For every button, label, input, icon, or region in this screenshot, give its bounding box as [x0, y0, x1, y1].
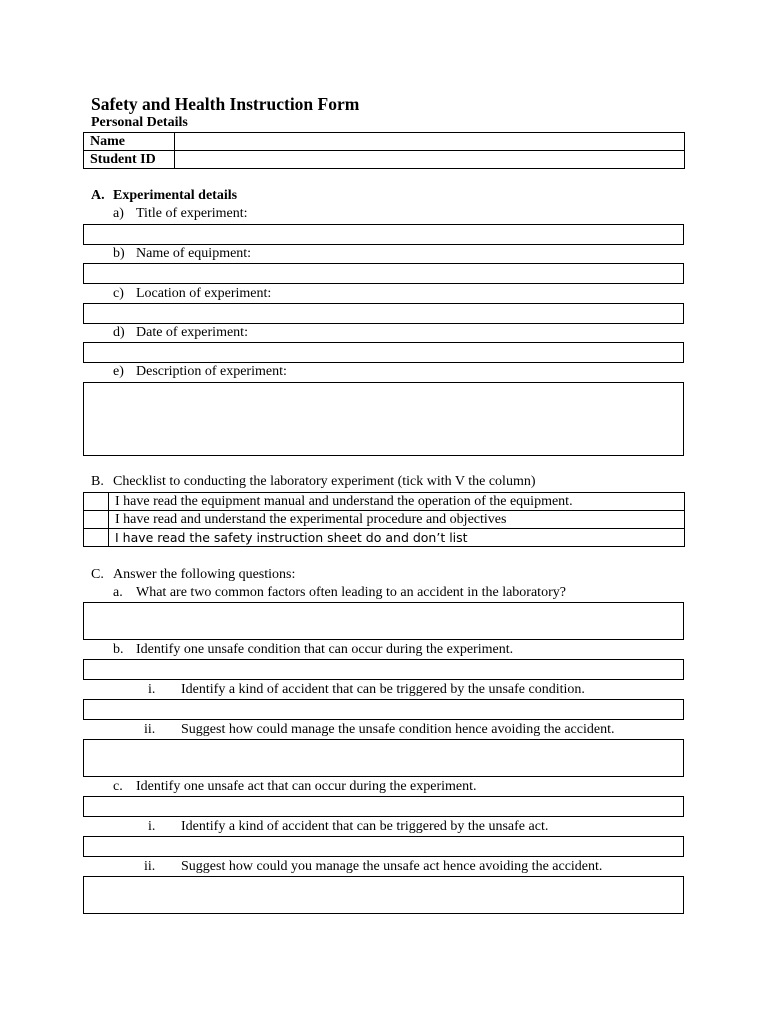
question-c-ii-answer-field[interactable] — [83, 876, 684, 914]
item-b-marker: b) — [113, 246, 125, 261]
table-row — [84, 151, 685, 169]
question-b-answer-field[interactable] — [83, 659, 684, 680]
question-b-ii-text: Suggest how could manage the unsafe condition hence avoiding the accident. — [181, 722, 615, 737]
question-b-i-answer-field[interactable] — [83, 699, 684, 720]
location-of-experiment-field[interactable] — [83, 303, 684, 324]
question-c-marker: c. — [113, 779, 123, 794]
checklist-table — [83, 492, 685, 547]
checklist-tick-cell[interactable] — [84, 493, 109, 511]
question-b-i-text: Identify a kind of accident that can be triggered by the unsafe condition. — [181, 682, 585, 697]
question-a-answer-field[interactable] — [83, 602, 684, 640]
table-row — [84, 493, 685, 511]
date-of-experiment-field[interactable] — [83, 342, 684, 363]
section-b-heading: Checklist to conducting the laboratory experiment (tick with V the column) — [113, 474, 536, 489]
question-c-ii-text: Suggest how could you manage the unsafe act hence avoiding the accident. — [181, 859, 603, 874]
table-row — [84, 529, 685, 547]
location-of-experiment-label: Location of experiment: — [136, 286, 272, 301]
checklist-item: I have read and understand the experimental procedure and objectives — [109, 511, 685, 529]
checklist-tick-cell[interactable] — [84, 529, 109, 547]
section-c-heading: Answer the following questions: — [113, 567, 296, 582]
form-title: Safety and Health Instruction Form — [91, 94, 360, 114]
question-a-text: What are two common factors often leading to an accident in the laboratory? — [136, 585, 566, 600]
personal-details-heading: Personal Details — [91, 115, 188, 130]
question-c-i-answer-field[interactable] — [83, 836, 684, 857]
name-label: Name — [84, 133, 175, 151]
item-e-marker: e) — [113, 364, 124, 379]
table-row — [84, 511, 685, 529]
question-b-ii-marker: ii. — [144, 722, 156, 737]
description-of-experiment-label: Description of experiment: — [136, 364, 287, 379]
date-of-experiment-label: Date of experiment: — [136, 325, 248, 340]
question-b-i-marker: i. — [148, 682, 156, 697]
item-a-marker: a) — [113, 206, 124, 221]
section-a-marker: A. — [91, 188, 105, 203]
section-c-marker: C. — [91, 567, 104, 582]
question-c-text: Identify one unsafe act that can occur during the experiment. — [136, 779, 477, 794]
checklist-item: I have read the safety instruction sheet do and don’t list — [109, 529, 685, 547]
item-c-marker: c) — [113, 286, 124, 301]
question-c-i-marker: i. — [148, 819, 156, 834]
question-c-i-text: Identify a kind of accident that can be triggered by the unsafe act. — [181, 819, 549, 834]
title-of-experiment-field[interactable] — [83, 224, 684, 245]
item-d-marker: d) — [113, 325, 125, 340]
student-id-label: Student ID — [84, 151, 175, 169]
question-b-ii-answer-field[interactable] — [83, 739, 684, 777]
title-of-experiment-label: Title of experiment: — [136, 206, 248, 221]
question-b-marker: b. — [113, 642, 124, 657]
name-field[interactable] — [175, 133, 685, 151]
section-a-heading: Experimental details — [113, 188, 238, 203]
checklist-item: I have read the equipment manual and understand the operation of the equipment. — [109, 493, 685, 511]
personal-details-table — [83, 132, 685, 169]
question-c-ii-marker: ii. — [144, 859, 156, 874]
question-b-text: Identify one unsafe condition that can occur during the experiment. — [136, 642, 514, 657]
name-of-equipment-field[interactable] — [83, 263, 684, 284]
checklist-tick-cell[interactable] — [84, 511, 109, 529]
student-id-field[interactable] — [175, 151, 685, 169]
question-a-marker: a. — [113, 585, 123, 600]
section-b-marker: B. — [91, 474, 104, 489]
name-of-equipment-label: Name of equipment: — [136, 246, 252, 261]
description-of-experiment-field[interactable] — [83, 382, 684, 456]
table-row — [84, 133, 685, 151]
question-c-answer-field[interactable] — [83, 796, 684, 817]
